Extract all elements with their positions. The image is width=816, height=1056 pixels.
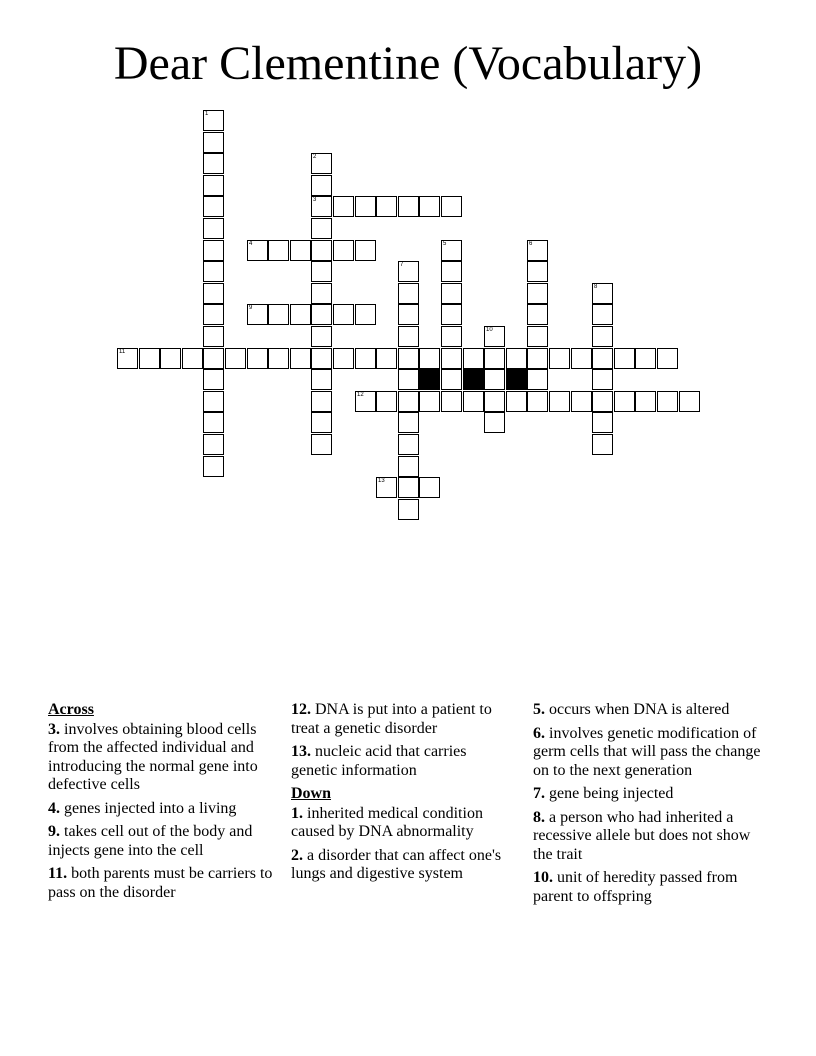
cell-number: 1 [205, 111, 209, 117]
clue-number: 2. [291, 846, 303, 864]
clue-text: involves obtaining blood cells from the affected individual and introducing the normal gene into defective cells [48, 720, 258, 793]
grid-cell[interactable] [592, 283, 613, 304]
grid-cell[interactable] [398, 477, 419, 498]
grid-cell[interactable] [268, 240, 289, 261]
grid-cell[interactable] [398, 412, 419, 433]
grid-cell[interactable] [657, 348, 678, 369]
grid-cell[interactable] [441, 304, 462, 325]
grid-cell[interactable] [203, 412, 224, 433]
grid-cell[interactable] [311, 240, 332, 261]
grid-cell[interactable] [311, 348, 332, 369]
grid-cell[interactable] [225, 348, 246, 369]
grid-cell[interactable] [592, 391, 613, 412]
clue-number: 9. [48, 823, 60, 840]
grid-cell[interactable] [679, 391, 700, 412]
clue-across-11 [48, 865, 280, 902]
grid-cell[interactable] [355, 196, 376, 217]
grid-cell[interactable] [355, 240, 376, 261]
grid-cell[interactable] [484, 412, 505, 433]
grid-cell[interactable] [376, 196, 397, 217]
clue-across-4 [48, 800, 280, 819]
grid-cell[interactable] [441, 369, 462, 390]
grid-cell[interactable] [203, 261, 224, 282]
grid-cell[interactable] [614, 391, 635, 412]
clue-across-3 [48, 721, 280, 795]
clue-down-10 [533, 869, 769, 906]
grid-cell[interactable] [355, 348, 376, 369]
grid-cell[interactable] [311, 369, 332, 390]
grid-cell[interactable] [441, 240, 462, 261]
clue-across-13 [291, 743, 516, 780]
across-heading: Across [48, 701, 94, 718]
grid-cell[interactable] [203, 456, 224, 477]
grid-cell[interactable] [549, 348, 570, 369]
grid-cell[interactable] [311, 304, 332, 325]
grid-cell[interactable] [247, 304, 268, 325]
grid-cell[interactable] [203, 348, 224, 369]
grid-cell[interactable] [333, 240, 354, 261]
grid-cell[interactable] [311, 261, 332, 282]
grid-cell[interactable] [311, 283, 332, 304]
grid-cell[interactable] [484, 391, 505, 412]
grid-cell[interactable] [592, 412, 613, 433]
clue-text: gene being injected [549, 785, 674, 802]
grid-cell[interactable] [203, 304, 224, 325]
clue-text: a disorder that can affect one's lungs and digestive system [291, 846, 502, 882]
grid-cell[interactable] [203, 110, 224, 131]
clue-text: unit of heredity passed from parent to offspring [533, 869, 738, 905]
grid-cell[interactable] [139, 348, 160, 369]
grid-cell[interactable] [398, 434, 419, 455]
grid-cell[interactable] [506, 391, 527, 412]
grid-cell[interactable] [592, 326, 613, 347]
clue-column-2 [291, 701, 516, 889]
grid-cell[interactable] [527, 369, 548, 390]
grid-cell[interactable] [311, 391, 332, 412]
clue-down-5 [533, 701, 769, 720]
grid-cell[interactable] [398, 304, 419, 325]
clue-text: occurs when DNA is altered [549, 701, 730, 718]
clue-number: 13. [291, 743, 311, 760]
grid-cell[interactable] [398, 283, 419, 304]
grid-cell[interactable] [311, 326, 332, 347]
clue-number: 7. [533, 785, 545, 802]
grid-cell[interactable] [398, 456, 419, 477]
grid-cell[interactable] [311, 218, 332, 239]
grid-cell[interactable] [614, 348, 635, 369]
shaded-cell [419, 369, 440, 390]
grid-cell[interactable] [527, 261, 548, 282]
cell-number: 10 [486, 327, 493, 333]
clue-text: DNA is put into a patient to treat a genetic disorder [291, 701, 492, 737]
grid-cell[interactable] [441, 326, 462, 347]
grid-cell[interactable] [203, 326, 224, 347]
grid-cell[interactable] [203, 283, 224, 304]
clue-text: involves genetic modification of germ cells that will pass the change on to the next generation [533, 724, 761, 779]
grid-cell[interactable] [527, 283, 548, 304]
clue-text: both parents must be carriers to pass on the disorder [48, 865, 273, 901]
cell-number: 6 [529, 241, 533, 247]
grid-cell[interactable] [484, 348, 505, 369]
grid-cell[interactable] [527, 326, 548, 347]
grid-cell[interactable] [592, 434, 613, 455]
cell-number: 4 [249, 241, 253, 247]
grid-cell[interactable] [203, 434, 224, 455]
grid-cell[interactable] [592, 348, 613, 369]
grid-cell[interactable] [527, 240, 548, 261]
grid-cell[interactable] [441, 261, 462, 282]
clue-down-7 [533, 785, 769, 804]
grid-cell[interactable] [247, 348, 268, 369]
grid-cell[interactable] [398, 261, 419, 282]
grid-cell[interactable] [333, 196, 354, 217]
grid-cell[interactable] [311, 153, 332, 174]
grid-cell[interactable] [333, 304, 354, 325]
clue-down-1 [291, 805, 516, 842]
grid-cell[interactable] [419, 348, 440, 369]
grid-cell[interactable] [419, 391, 440, 412]
grid-cell[interactable] [355, 391, 376, 412]
grid-cell[interactable] [441, 348, 462, 369]
clue-text: genes injected into a living [64, 799, 237, 817]
grid-cell[interactable] [290, 348, 311, 369]
clue-column-3 [533, 701, 769, 911]
grid-cell[interactable] [117, 348, 138, 369]
grid-cell[interactable] [268, 348, 289, 369]
grid-cell[interactable] [203, 369, 224, 390]
grid-cell[interactable] [441, 283, 462, 304]
clue-number: 6. [533, 724, 545, 742]
clue-text: takes cell out of the body and injects gene into the cell [48, 823, 253, 859]
grid-cell[interactable] [203, 240, 224, 261]
grid-cell[interactable] [549, 391, 570, 412]
grid-cell[interactable] [506, 348, 527, 369]
grid-cell[interactable] [463, 391, 484, 412]
grid-cell[interactable] [441, 196, 462, 217]
grid-cell[interactable] [182, 348, 203, 369]
grid-cell[interactable] [203, 391, 224, 412]
grid-cell[interactable] [484, 326, 505, 347]
grid-cell[interactable] [203, 175, 224, 196]
clue-number: 8. [533, 808, 545, 826]
cell-number: 11 [119, 349, 126, 355]
grid-cell[interactable] [376, 477, 397, 498]
clue-column-1 [48, 701, 280, 907]
clue-number: 3. [48, 720, 60, 738]
grid-cell[interactable] [484, 369, 505, 390]
grid-cell[interactable] [527, 348, 548, 369]
clue-number: 4. [48, 799, 60, 817]
cell-number: 12 [357, 392, 364, 398]
clue-number: 10. [533, 869, 553, 886]
clue-number: 12. [291, 701, 311, 718]
grid-cell[interactable] [398, 348, 419, 369]
cell-number: 7 [400, 262, 404, 268]
grid-cell[interactable] [268, 304, 289, 325]
cell-number: 2 [313, 154, 317, 160]
grid-cell[interactable] [203, 218, 224, 239]
cell-number: 9 [249, 305, 253, 311]
grid-cell[interactable] [203, 196, 224, 217]
grid-cell[interactable] [571, 391, 592, 412]
cell-number: 8 [594, 284, 598, 290]
grid-cell[interactable] [333, 348, 354, 369]
grid-cell[interactable] [398, 499, 419, 520]
grid-cell[interactable] [635, 391, 656, 412]
cell-number: 5 [443, 241, 447, 247]
grid-cell[interactable] [657, 391, 678, 412]
clue-down-2 [291, 847, 516, 884]
clue-down-6 [533, 725, 769, 781]
clue-text: inherited medical condition caused by DNA abnormality [291, 804, 483, 840]
grid-cell[interactable] [203, 132, 224, 153]
grid-cell[interactable] [441, 391, 462, 412]
grid-cell[interactable] [571, 348, 592, 369]
clue-across-12 [291, 701, 516, 738]
grid-cell[interactable] [419, 196, 440, 217]
grid-cell[interactable] [376, 348, 397, 369]
grid-cell[interactable] [311, 175, 332, 196]
grid-cell[interactable] [290, 304, 311, 325]
down-heading: Down [291, 785, 332, 802]
clue-down-8 [533, 809, 769, 865]
cell-number: 13 [378, 478, 385, 484]
grid-cell[interactable] [311, 196, 332, 217]
clue-number: 11. [48, 865, 68, 882]
clue-number: 5. [533, 701, 545, 718]
grid-cell[interactable] [355, 304, 376, 325]
clue-text: a person who had inherited a recessive allele but does not show the trait [533, 808, 751, 863]
grid-cell[interactable] [311, 412, 332, 433]
grid-cell[interactable] [160, 348, 181, 369]
clue-across-9 [48, 823, 280, 860]
cell-number: 3 [313, 197, 317, 203]
clue-number: 1. [291, 804, 303, 822]
puzzle-title: Dear Clementine (Vocabulary) [113, 37, 703, 90]
grid-cell[interactable] [635, 348, 656, 369]
grid-cell[interactable] [463, 348, 484, 369]
grid-cell[interactable] [398, 326, 419, 347]
grid-cell[interactable] [419, 477, 440, 498]
shaded-cell [463, 369, 484, 390]
grid-cell[interactable] [527, 304, 548, 325]
grid-cell[interactable] [311, 434, 332, 455]
grid-cell[interactable] [376, 391, 397, 412]
clue-text: nucleic acid that carries genetic information [291, 743, 467, 779]
shaded-cell [506, 369, 527, 390]
grid-cell[interactable] [398, 196, 419, 217]
grid-cell[interactable] [290, 240, 311, 261]
grid-cell[interactable] [527, 391, 548, 412]
grid-cell[interactable] [592, 369, 613, 390]
grid-cell[interactable] [398, 369, 419, 390]
grid-cell[interactable] [398, 391, 419, 412]
grid-cell[interactable] [203, 153, 224, 174]
grid-cell[interactable] [247, 240, 268, 261]
grid-cell[interactable] [592, 304, 613, 325]
